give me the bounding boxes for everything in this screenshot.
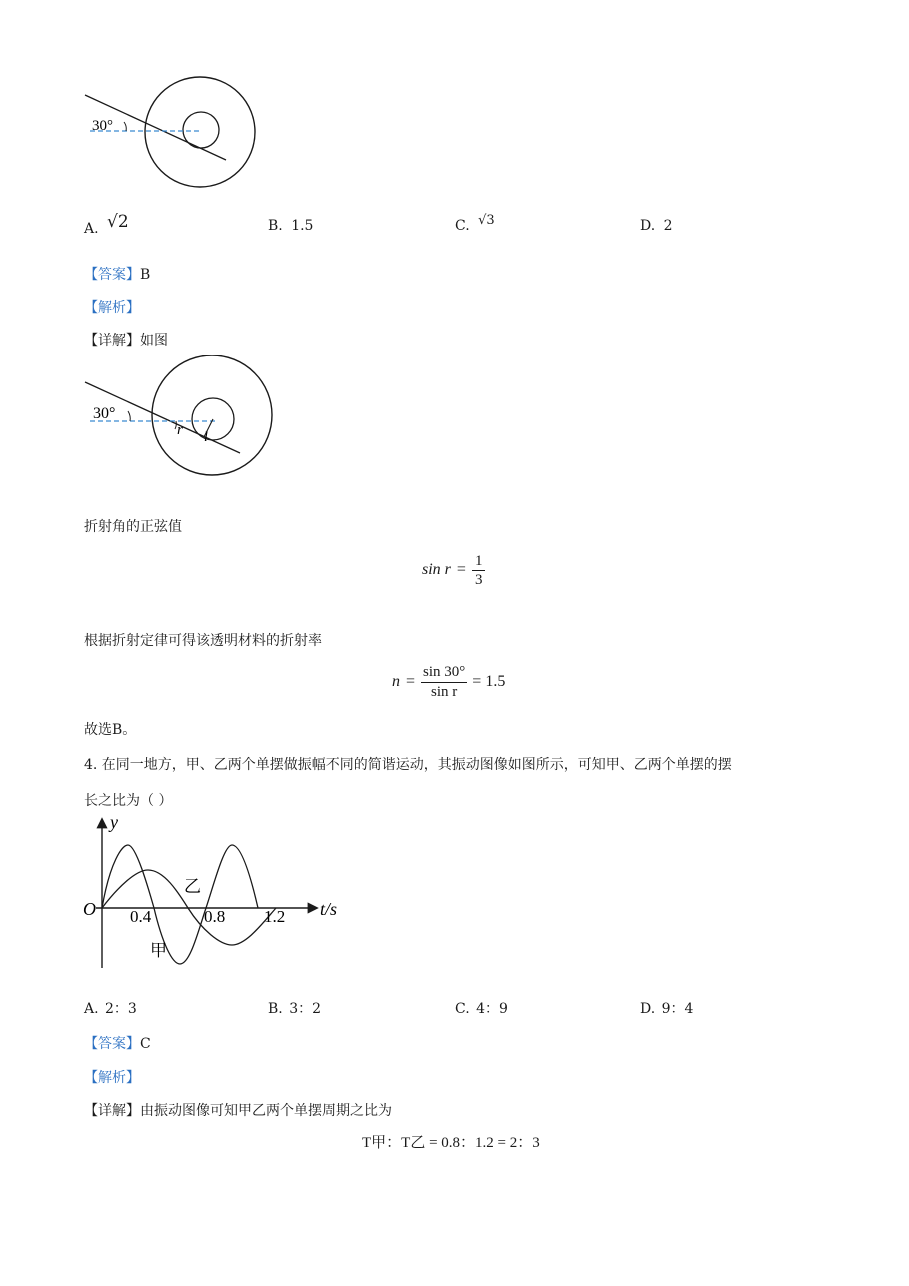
q3-law-text: 根据折射定律可得该透明材料的折射率: [84, 633, 322, 649]
detail-tag: 【详解】: [84, 333, 140, 349]
fraction-numerator: 1: [472, 552, 486, 571]
option-letter: B.: [268, 1001, 283, 1017]
answer-value: C: [140, 1036, 151, 1052]
equation-sin-r: [422, 547, 485, 593]
option-text: 1.5: [291, 218, 314, 234]
equation-period-ratio: T甲：T乙 = 0.8：1.2 = 2：3: [362, 1135, 540, 1151]
q4-answer: [84, 1033, 151, 1053]
angle-label: 30°: [92, 118, 113, 134]
option-letter: C.: [455, 218, 470, 234]
angle-label: 30°: [93, 405, 116, 422]
curve-label-yi: 乙: [184, 877, 201, 896]
detail-tag: 【详解】: [84, 1103, 140, 1119]
option-text: 9：4: [661, 1001, 694, 1017]
q4-option-b[interactable]: [268, 998, 321, 1018]
r-label: r: [177, 422, 183, 438]
option-letter: A.: [84, 221, 99, 237]
option-text: 3：2: [289, 1001, 322, 1017]
eq-result: = 1.5: [472, 673, 506, 690]
y-axis-label: y: [110, 812, 118, 832]
curve-jia: [102, 845, 258, 964]
q3-option-c[interactable]: [455, 213, 495, 234]
q3-answer: [84, 264, 150, 284]
q3-figure-2: [80, 355, 280, 500]
eq-lhs: n: [392, 673, 400, 690]
fraction: [421, 663, 467, 702]
q3-detail: [84, 330, 168, 350]
option-text: √2: [107, 212, 129, 232]
q4-stem-line-1: 4. 在同一地方，甲、乙两个单摆做振幅不同的简谐运动，其振动图像如图所示，可知甲、乙两个单摆的摆: [84, 757, 732, 773]
answer-value: B: [140, 267, 151, 283]
q4-detail: [84, 1100, 392, 1120]
tick-label: 0.8: [204, 907, 226, 926]
option-letter: D.: [640, 1001, 656, 1017]
fraction-denominator: sin r: [431, 683, 458, 700]
q4-vibration-graph: [80, 812, 350, 977]
answer-tag: 【答案】: [84, 267, 140, 283]
eq-lhs: sin r: [422, 561, 451, 578]
eq-op: =: [456, 561, 466, 578]
q3-option-b[interactable]: [268, 218, 313, 234]
q4-analysis-tag: 【解析】: [84, 1070, 140, 1086]
answer-tag: 【答案】: [84, 1036, 140, 1052]
option-letter: D.: [640, 218, 656, 234]
option-letter: C.: [455, 1001, 470, 1017]
q4-option-d[interactable]: [640, 998, 693, 1018]
q3-option-a[interactable]: [84, 212, 129, 238]
option-text: 2: [663, 218, 673, 234]
detail-text: 由振动图像可知甲乙两个单摆周期之比为: [140, 1103, 392, 1119]
equation-refractive-index: [392, 658, 505, 706]
option-text: 4：9: [476, 1001, 508, 1017]
curve-label-jia: 甲: [150, 941, 167, 960]
origin-label: O: [83, 899, 96, 919]
q3-figure-1: [80, 70, 270, 195]
option-letter: A.: [84, 1001, 99, 1017]
q3-option-d[interactable]: [640, 218, 673, 234]
fraction: [472, 552, 486, 589]
detail-text: 如图: [140, 333, 168, 349]
outer-circle: [145, 77, 255, 187]
option-text: √3: [478, 213, 495, 228]
q4-option-a[interactable]: [84, 998, 137, 1018]
q3-choose-text: 故选B。: [84, 722, 137, 738]
l-label: l: [204, 430, 208, 445]
q3-sine-text: 折射角的正弦值: [84, 519, 182, 535]
eq-op: =: [406, 673, 416, 690]
q3-analysis-tag: 【解析】: [84, 300, 140, 316]
tick-label: 0.4: [130, 907, 152, 926]
fraction-numerator: sin 30°: [421, 663, 467, 683]
q4-option-c[interactable]: [455, 998, 508, 1018]
outer-circle: [152, 355, 272, 475]
option-text: 2：3: [105, 1001, 137, 1017]
q4-stem-line-2: 长之比为（ ）: [84, 793, 173, 809]
option-letter: B.: [268, 218, 283, 234]
x-axis-label: t/s: [320, 899, 338, 919]
fraction-denominator: 3: [474, 571, 483, 588]
tick-label: 1.2: [264, 907, 286, 926]
